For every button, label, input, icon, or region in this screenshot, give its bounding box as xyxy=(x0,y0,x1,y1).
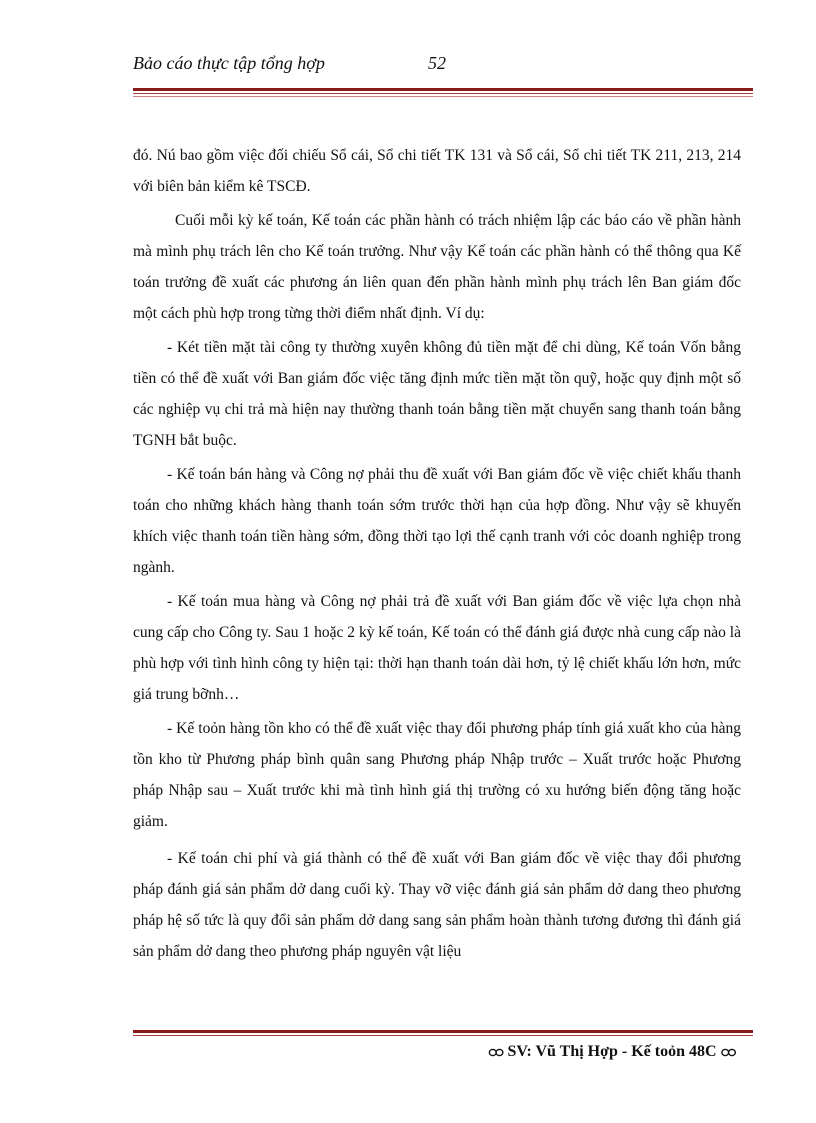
header-rule-thin xyxy=(133,93,753,94)
document-body xyxy=(133,140,741,967)
paragraph-intro: Cuối mỗi kỳ kế toán, Kế toán các phần hành có trách nhiệm lập các báo cáo về phần hành mà mình phụ trách lên cho Kế toán trưởng. Như vậy Kế toán các phần hành có thể thông qua Kế toán trưởng đề xuất các phương án liên quan đến phần hành mình phụ trách lên Ban giám đốc một cách phù hợp trong từng thời điểm nhất định. Ví dụ: xyxy=(133,212,741,322)
ornament-right-icon: ထ xyxy=(720,1043,736,1060)
ornament-left-icon: ထ xyxy=(488,1043,504,1060)
paragraph-continuation: đó. Nú bao gồm việc đối chiếu Sổ cái, Sổ chi tiết TK 131 và Sổ cái, Sổ chi tiết TK 211, 213, 214 với biên bản kiểm kê TSCĐ. xyxy=(133,147,741,195)
page-footer xyxy=(484,1040,740,1064)
footer-rule xyxy=(133,1030,753,1033)
bullet-cost-pricing: - Kế toán chi phí và giá thành có thể đề xuất với Ban giám đốc về việc thay đổi phương pháp đánh giá sản phẩm dở dang cuối kỳ. Thay vỡ việc đánh giá sản phẩm dở dang theo phương pháp hệ số tức là quy đổi sản phẩm dở dang sang sản phẩm hoàn thành tương đương thì đánh giá sản phẩm dở dang theo phương pháp nguyên vật liệu xyxy=(133,850,741,960)
header-title: Bảo cáo thực tập tổng hợp xyxy=(133,53,325,73)
page-header xyxy=(133,50,753,80)
bullet-sales-receivables: - Kế toán bán hàng và Công nợ phải thu đề xuất với Ban giám đốc về việc chiết khấu thanh toán cho những khách hàng thanh toán sớm trước thời hạn của hợp đồng. Như vậy sẽ khuyến khích việc thanh toán tiền hàng sớm, đồng thời tạo lợi thế cạnh tranh với cỏc doanh nghiệp trong ngành. xyxy=(133,466,741,576)
page-number: 52 xyxy=(428,53,446,73)
header-rule xyxy=(133,88,753,91)
bullet-cash: - Két tiền mặt tài công ty thường xuyên không đủ tiền mặt để chi dùng, Kế toán Vốn bằng tiền có thể đề xuất với Ban giám đốc việc tăng định mức tiền mặt tồn quỹ, hoặc quy định một số các nghiệp vụ chi trả mà hiện nay thường thanh toán bằng tiền mặt chuyển sang thanh toán bằng TGNH bắt buộc. xyxy=(133,339,741,449)
footer-rule-thin xyxy=(133,1035,753,1036)
header-rule-shadow xyxy=(133,96,753,97)
bullet-inventory: - Kế toỏn hàng tồn kho có thể đề xuất việc thay đổi phương pháp tính giá xuất kho của hàng tồn kho từ Phương pháp bình quân sang Phương pháp Nhập trước – Xuất trước hoặc Phương pháp Nhập sau – Xuất trước khi mà tình hình giá thị trường có xu hướng biến động tăng hoặc giảm. xyxy=(133,720,741,830)
bullet-purchases-payables: - Kế toán mua hàng và Công nợ phải trả đề xuất với Ban giám đốc về việc lựa chọn nhà cung cấp cho Công ty. Sau 1 hoặc 2 kỳ kế toán, Kế toán có thể đánh giá được nhà cung cấp nào là phù hợp với tình hình công ty hiện tại: thời hạn thanh toán dài hơn, tỷ lệ chiết khấu lớn hơn, mức giá trung bỡnh… xyxy=(133,593,741,703)
footer-author: SV: Vũ Thị Hợp - Kế toỏn 48C xyxy=(507,1043,717,1060)
